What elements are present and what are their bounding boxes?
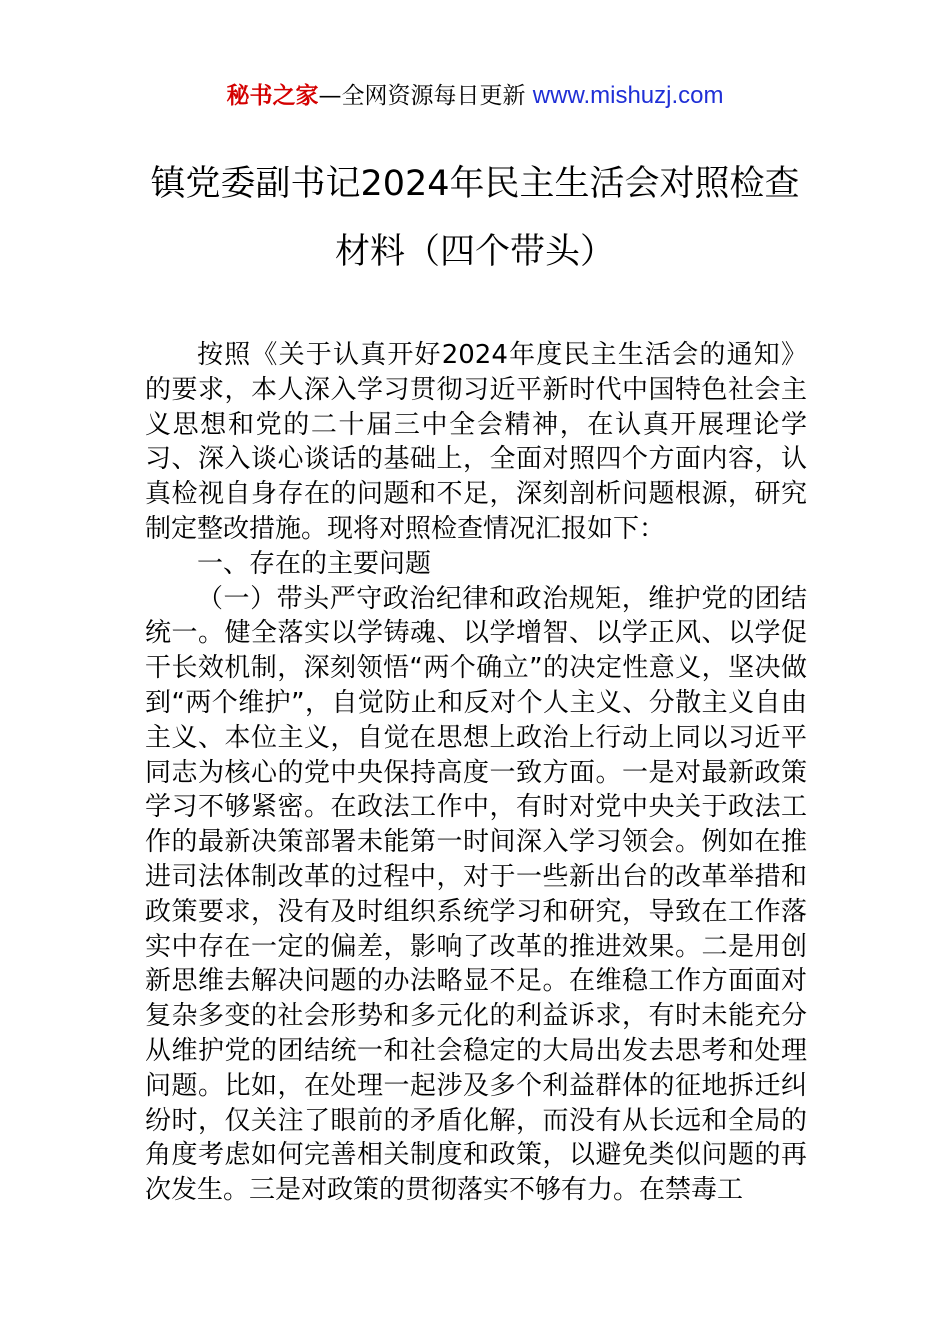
title-line-1: 镇党委副书记2024年民主生活会对照检查 bbox=[150, 164, 800, 204]
section-paragraph: （一）带头严守政治纪律和政治规矩，维护党的团结统一。健全落实以学铸魂、以学增智、以学正风、以学促干长效机制，深刻领悟“两个确立”的决定性意义，坚决做到“两个维护”，自觉防止和反对个人主义、分散主义自由主义、本位主义，自觉在思想上政治上行动上同以习近平同志为核心的党中央保持高度一致方面。一是对最新政策学习不够紧密。在政法工作中，有时对党中央关于政法工作的最新决策部署未能第一时间深入学习领会。例如在推进司法体制改革的过程中，对于一些新出台的改革举措和政策要求，没有及时组织系统学习和研究，导致在工作落实中存在一定的偏差，影响了改革的推进效果。二是用创新思维去解决问题的办法略显不足。在维稳工作方面面对复杂多变的社会形势和多元化的利益诉求，有时未能充分从维护党的团结统一和社会稳定的大局出发去思考和处理问题。比如，在处理一起涉及多个利益群体的征地拆迁纠纷时，仅关注了眼前的矛盾化解，而没有从长远和全局的角度考虑如何完善相关制度和政策，以避免类似问题的再次发生。三是对政策的贯彻落实不够有力。在禁毒工 bbox=[145, 583, 807, 1206]
section-heading: 一、存在的主要问题 bbox=[197, 548, 432, 579]
site-header bbox=[0, 80, 950, 112]
title-line-2: 材料（四个带头） bbox=[334, 232, 615, 272]
brand-name: 秘书之家 bbox=[226, 83, 319, 109]
header-tagline: —全网资源每日更新 bbox=[318, 83, 533, 109]
document-body bbox=[145, 338, 807, 1208]
site-url[interactable]: www.mishuzj.com bbox=[532, 82, 724, 109]
intro-paragraph: 按照《关于认真开好2024年度民主生活会的通知》的要求，本人深入学习贯彻习近平新时代中国特色社会主义思想和党的二十届三中全会精神，在认真开展理论学习、深入谈心谈话的基础上，全面对照四个方面内容，认真检视自身存在的问题和不足，深刻剖析问题根源，研究制定整改措施。现将对照检查情况汇报如下： bbox=[145, 340, 807, 544]
document-title bbox=[120, 150, 830, 286]
